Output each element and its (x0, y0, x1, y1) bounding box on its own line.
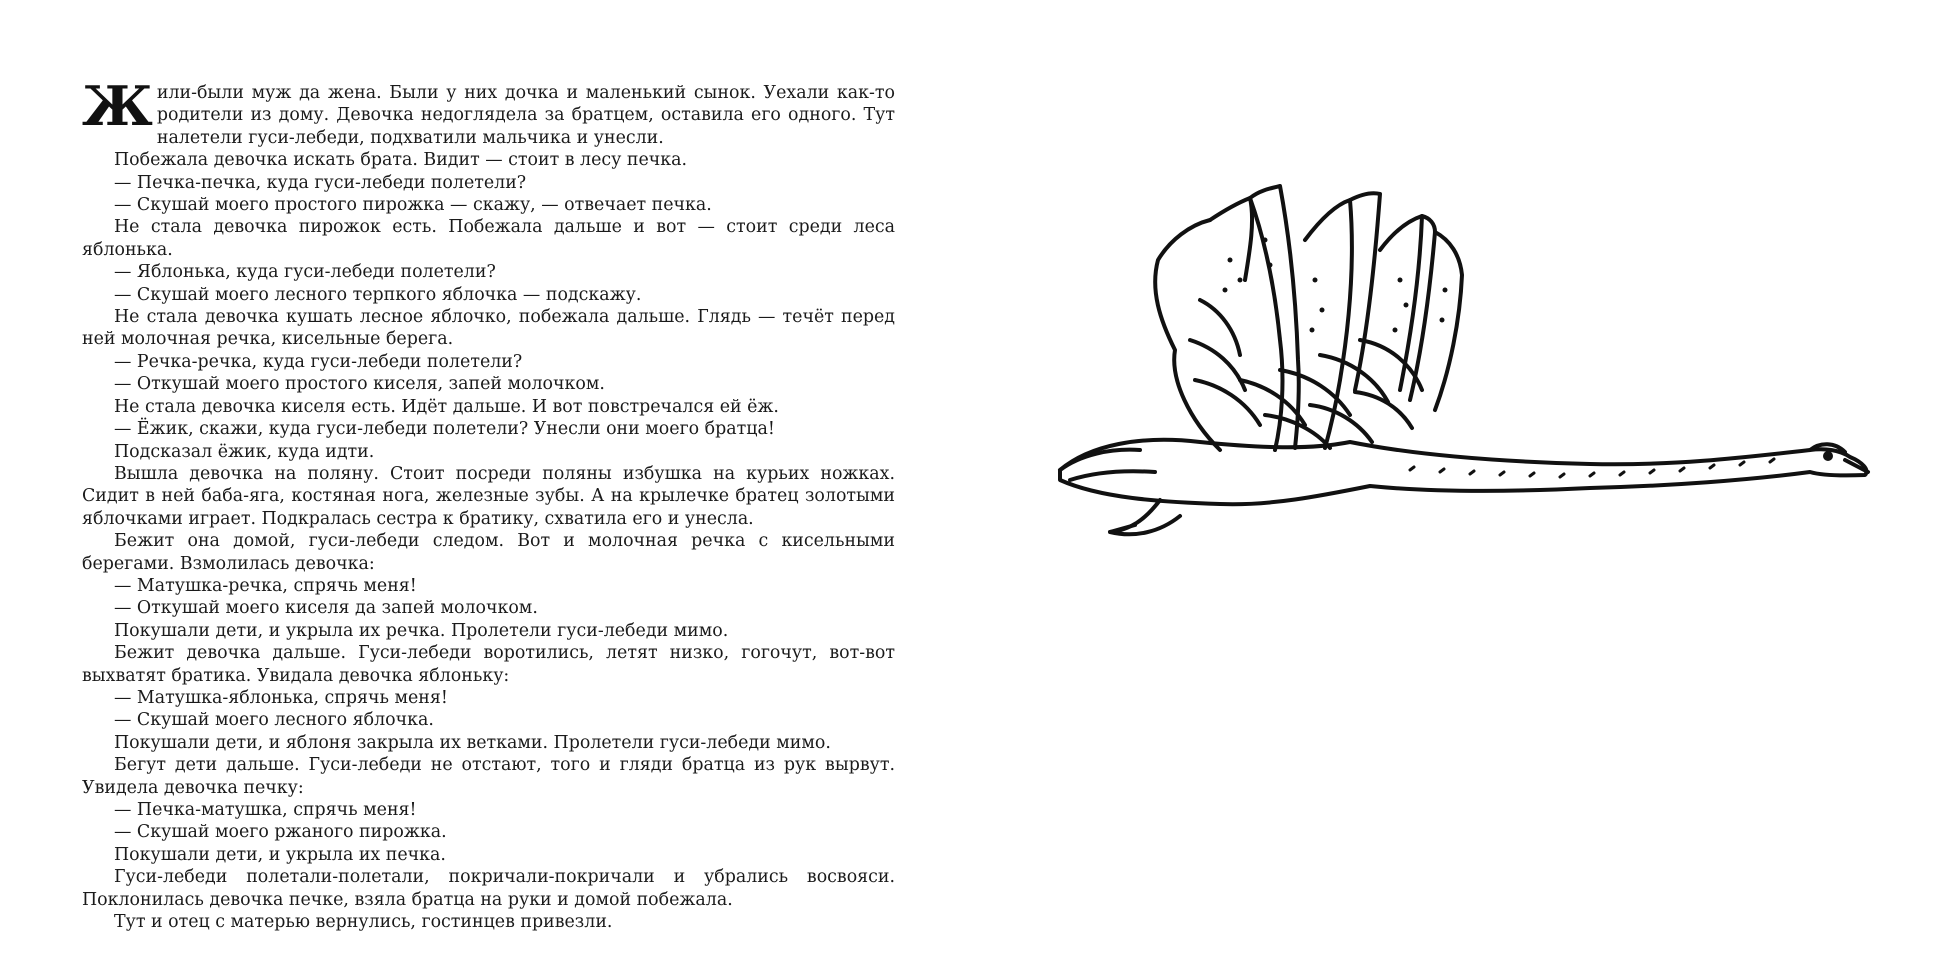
opening-text: или-были муж да жена. Были у них дочка и маленький сынок. Уехали как-то родители из дому. Девочка недоглядела за братцем, оставила его одного. Тут налетели гуси-лебеди, подхватили мальчика и унесли. (156, 83, 895, 148)
story-paragraph: Подсказал ёжик, куда идти. (114, 441, 375, 462)
story-paragraph: — Печка-матушка, спрячь меня! (114, 800, 417, 820)
story-paragraph: — Скушай моего простого пирожка — скажу, — отвечает печка. (114, 195, 712, 216)
story-paragraph: — Речка-речка, куда гуси-лебеди полетели? (114, 351, 523, 372)
story-paragraph: Не стала девочка киселя есть. Идёт дальше. И вот повстречался ей ёж. (114, 396, 779, 417)
story-paragraph: Бежит девочка дальше. Гуси-лебеди воротились, летят низко, гогочут, вот-вот выхватят братика. Увидала девочка яблоньку: (82, 643, 895, 686)
story-paragraph: — Печка-печка, куда гуси-лебеди полетели? (114, 172, 527, 193)
story-paragraph: Не стала девочка кушать лесное яблочко, побежала дальше. Глядь — течёт перед ней молочная речка, кисельные берега. (82, 307, 895, 350)
story-paragraph: — Яблонька, куда гуси-лебеди полетели? (114, 262, 496, 283)
story-paragraph: Бегут дети дальше. Гуси-лебеди не отстают, того и гляди братца из рук вырвут. Увидела девочка печку: (82, 755, 895, 798)
story-paragraph: Покушали дети, и яблоня закрыла их ветками. Пролетели гуси-лебеди мимо. (114, 732, 831, 753)
story-text (82, 74, 895, 933)
story-paragraph: — Скушай моего лесного яблочка. (114, 710, 434, 731)
story-paragraph: Не стала девочка пирожок есть. Побежала дальше и вот — стоит среди леса яблонька. (82, 217, 895, 260)
story-paragraph: — Откушай моего простого киселя, запей молочком. (114, 374, 605, 395)
story-paragraph: Гуси-лебеди полетали-полетали, покричали-покричали и убрались восвояси. Поклонилась девочка печке, взяла братца на руки и домой побежала. (82, 867, 895, 910)
story-paragraph: Покушали дети, и укрыла их печка. (114, 844, 446, 865)
drop-cap-letter: Ж (82, 74, 153, 138)
story-paragraph: — Скушай моего ржаного пирожка. (114, 822, 447, 843)
story-paragraphs (82, 149, 895, 933)
story-paragraph: — Скушай моего лесного терпкого яблочка — подскажу. (114, 284, 642, 305)
story-paragraph: Бежит она домой, гуси-лебеди следом. Вот и молочная речка с кисельными берегами. Взмолилась девочка: (82, 531, 895, 574)
story-paragraph: Побежала девочка искать брата. Видит — стоит в лесу печка. (114, 150, 688, 171)
story-opening-paragraph (82, 74, 895, 149)
story-paragraph: — Матушка-речка, спрячь меня! (114, 575, 417, 596)
story-paragraph: — Матушка-яблонька, спрячь меня! (114, 687, 448, 708)
flying-goose-icon (1050, 180, 1880, 700)
story-paragraph: Тут и отец с матерью вернулись, гостинцев привезли. (114, 912, 613, 933)
story-paragraph: — Откушай моего киселя да запей молочком. (114, 598, 538, 619)
story-paragraph: — Ёжик, скажи, куда гуси-лебеди полетели? Унесли они моего братца! (114, 419, 775, 440)
story-paragraph: Вышла девочка на поляну. Стоит посреди поляны избушка на курьих ножках. Сидит в ней баба-яга, костяная нога, железные зубы. А на крылечке братец золотыми яблочками играет. Подкралась сестра к братику, схватила его и унесла. (82, 463, 895, 529)
story-paragraph: Покушали дети, и укрыла их речка. Пролетели гуси-лебеди мимо. (114, 620, 729, 641)
